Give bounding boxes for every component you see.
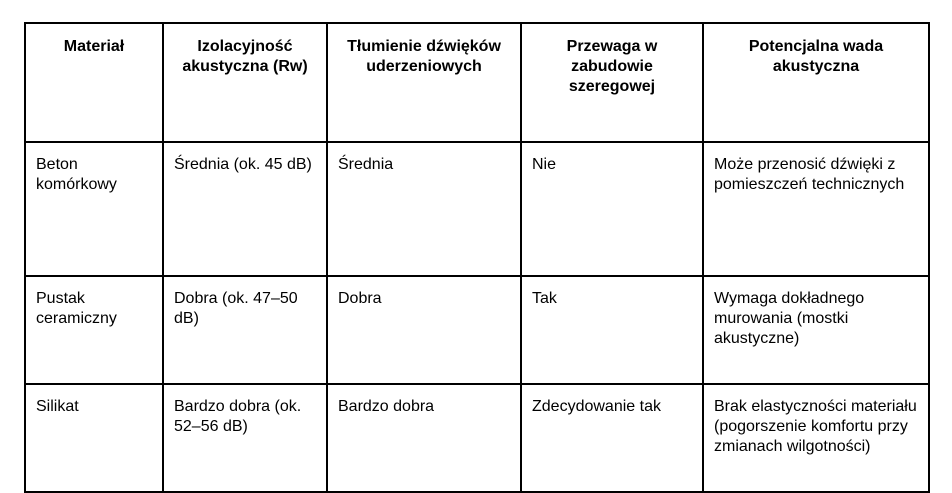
cell-impact-sound-damping: Średnia [327,142,521,276]
header-impact-sound-damping: Tłumienie dźwięków uderzeniowych [327,23,521,142]
header-material: Materiał [25,23,163,142]
cell-potential-drawback: Wymaga dokładnego murowania (mostki akustyczne) [703,276,929,384]
cell-material: Pustak ceramiczny [25,276,163,384]
cell-terraced-advantage: Nie [521,142,703,276]
acoustic-comparison-table [24,22,930,493]
cell-potential-drawback: Może przenosić dźwięki z pomieszczeń technicznych [703,142,929,276]
cell-material: Silikat [25,384,163,492]
cell-potential-drawback: Brak elastyczności materiału (pogorszenie komfortu przy zmianach wilgotności) [703,384,929,492]
header-sound-insulation: Izolacyjność akustyczna (Rw) [163,23,327,142]
header-potential-drawback: Potencjalna wada akustyczna [703,23,929,142]
table-header-row [25,23,929,142]
table-row [25,142,929,276]
table-row [25,384,929,492]
cell-material: Beton komórkowy [25,142,163,276]
table-row [25,276,929,384]
cell-terraced-advantage: Zdecydowanie tak [521,384,703,492]
cell-sound-insulation: Dobra (ok. 47–50 dB) [163,276,327,384]
cell-terraced-advantage: Tak [521,276,703,384]
cell-impact-sound-damping: Bardzo dobra [327,384,521,492]
cell-impact-sound-damping: Dobra [327,276,521,384]
cell-sound-insulation: Bardzo dobra (ok. 52–56 dB) [163,384,327,492]
header-terraced-advantage: Przewaga w zabudowie szeregowej [521,23,703,142]
cell-sound-insulation: Średnia (ok. 45 dB) [163,142,327,276]
